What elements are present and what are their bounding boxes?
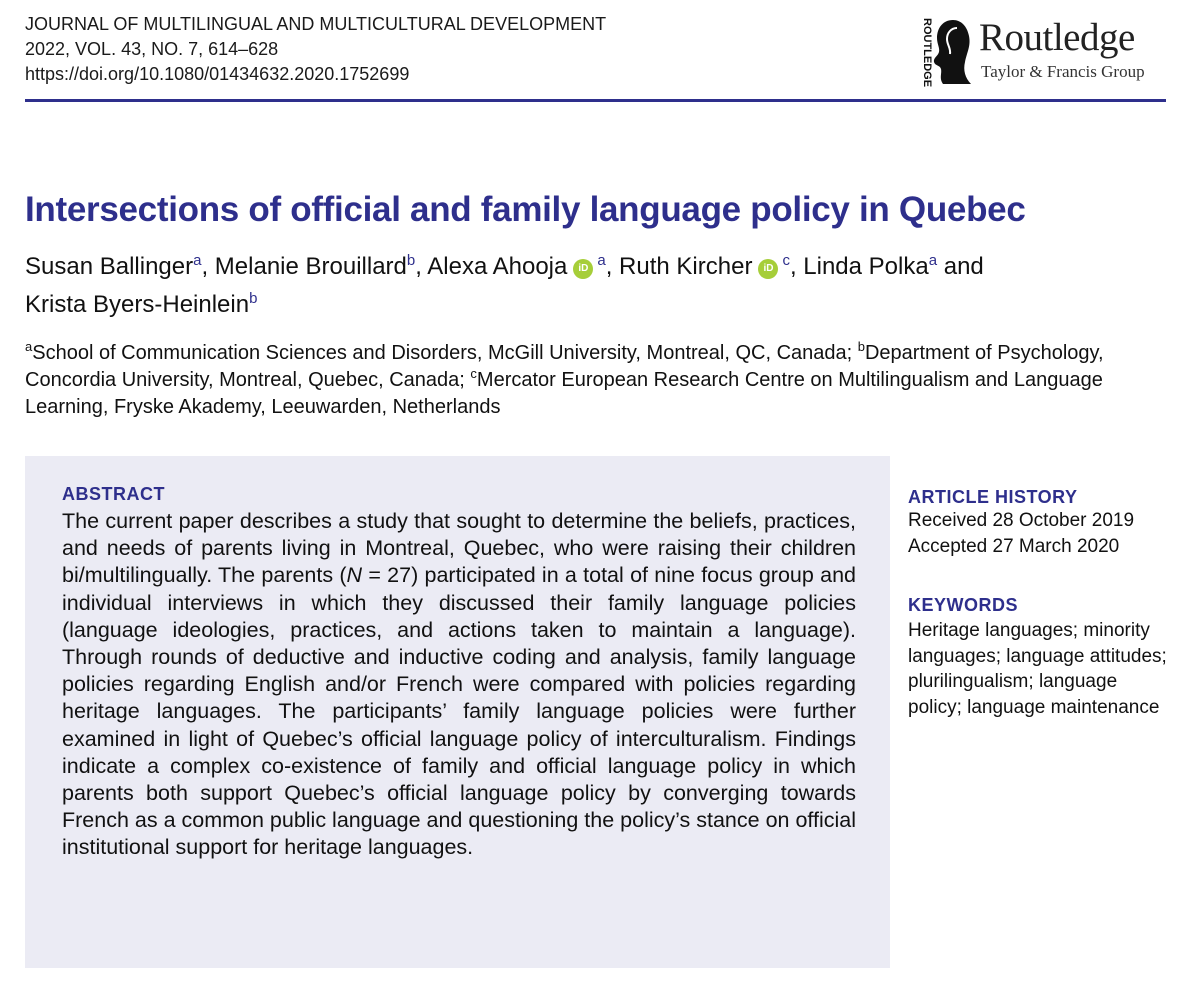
journal-header — [25, 12, 606, 87]
publisher-name: Routledge — [979, 16, 1135, 59]
affiliation-text: Department of Psychology, Concordia University, Montreal, Quebec, Canada; — [25, 342, 1104, 391]
keywords-section — [908, 594, 1178, 720]
journal-name: JOURNAL OF MULTILINGUAL AND MULTICULTURAL DEVELOPMENT — [25, 14, 607, 34]
n-value: = 27 — [362, 563, 412, 588]
abstract-text-part: ) participated in a total of nine focus group and individual interviews in which they discussed their family language policies (language ideologies, practices, and actions taken to maintain a language). Through rounds of deductive and inductive coding and analysis, family language policies regarding English and/or French were compared with policies regarding heritage languages. The participants’ family language policies were further examined in light of Quebec’s official language policy of interculturalism. Findings indicate a complex co-existence of family and official language policy in which parents both support Quebec’s official language policy by converging towards French as a common public language and questioning the policy’s stance on official institutional support for heritage languages. — [62, 563, 857, 860]
abstract-heading: ABSTRACT — [62, 484, 165, 504]
affiliation-key: c — [470, 366, 477, 381]
publisher-logo — [913, 14, 1173, 90]
author-separator: , — [201, 253, 215, 280]
author-name[interactable]: Krista Byers-Heinlein — [25, 291, 250, 318]
affiliation-text: School of Communication Sciences and Disorders, McGill University, Montreal, QC, Canada; — [32, 342, 858, 364]
affiliation-key: b — [857, 339, 865, 354]
author-separator: , — [605, 253, 620, 280]
n-symbol: N — [346, 563, 363, 588]
affiliation-key: a — [25, 339, 33, 354]
orcid-icon[interactable]: iD — [758, 259, 778, 279]
author-name[interactable]: Susan Ballinger — [25, 253, 194, 280]
accepted-date: Accepted 27 March 2020 — [908, 536, 1120, 557]
abstract-box — [25, 456, 890, 968]
author-affiliation-marker: c — [782, 252, 790, 269]
article-title: Intersections of official and family language policy in Quebec — [25, 190, 1026, 229]
author-name[interactable]: Melanie Brouillard — [214, 253, 407, 280]
publisher-vertical-mark: ROUTLEDGE — [921, 18, 933, 88]
journal-citation: 2022, VOL. 43, NO. 7, 614–628 — [25, 39, 279, 59]
author-name[interactable]: Linda Polka — [803, 253, 929, 280]
author-affiliation-marker: a — [928, 252, 938, 269]
author-list — [25, 248, 1175, 324]
author-name[interactable]: Alexa Ahooja — [427, 253, 568, 280]
publisher-group: Taylor & Francis Group — [981, 62, 1145, 81]
author-affiliation-marker: a — [193, 252, 202, 269]
keywords-heading: KEYWORDS — [908, 595, 1019, 615]
header-divider — [25, 99, 1166, 102]
received-date: Received 28 October 2019 — [908, 510, 1135, 531]
doi-link[interactable]: https://doi.org/10.1080/01434632.2020.1752699 — [25, 64, 410, 84]
routledge-logo-icon — [913, 14, 977, 90]
article-history-heading: ARTICLE HISTORY — [908, 487, 1078, 507]
author-name[interactable]: Ruth Kircher — [619, 253, 753, 280]
abstract-text-part: The current paper describes a study that sought to determine the beliefs, practices, and needs of parents living in Montreal, Quebec, who were raising their children bi/multilingually. The parents ( — [62, 509, 856, 588]
affiliations — [25, 340, 1175, 421]
keywords-list: Heritage languages; minority languages; language attitudes; plurilingualism; language policy; language maintenance — [908, 620, 1167, 718]
author-separator: and — [937, 253, 984, 280]
abstract-text — [62, 508, 856, 862]
author-affiliation-marker: a — [597, 252, 606, 269]
article-meta-sidebar — [908, 486, 1178, 720]
orcid-icon[interactable]: iD — [573, 259, 593, 279]
author-affiliation-marker: b — [406, 252, 416, 269]
author-separator: , — [415, 253, 428, 280]
author-affiliation-marker: b — [249, 290, 258, 307]
affiliation-text: Mercator European Research Centre on Multilingualism and Language Learning, Fryske Akademy, Leeuwarden, Netherlands — [25, 369, 1103, 418]
author-separator: , — [789, 253, 804, 280]
